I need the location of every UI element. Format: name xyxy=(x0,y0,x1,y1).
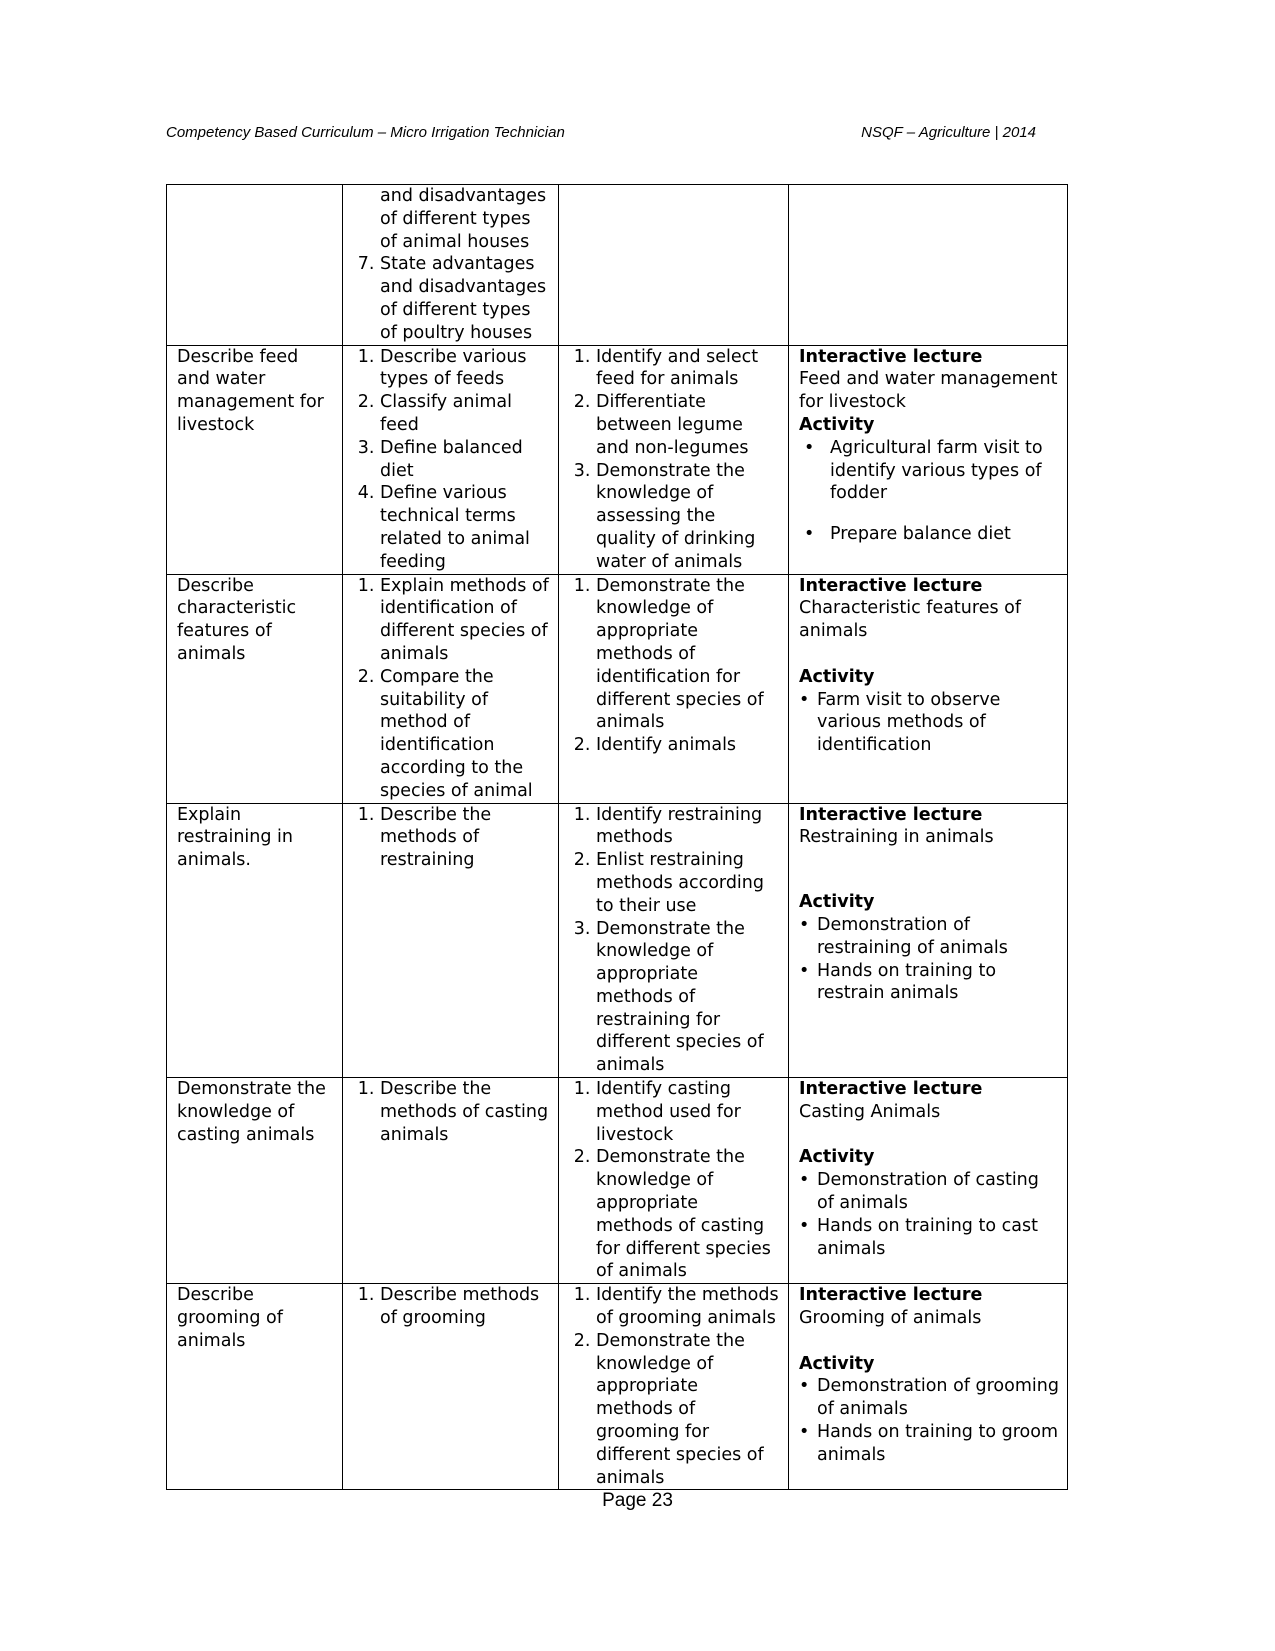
list-item: 1. Identify the methods of grooming animals xyxy=(596,1284,780,1330)
lecture-label: Interactive lecture xyxy=(799,575,983,596)
activity-item: • Demonstration of grooming of animals xyxy=(817,1375,1059,1421)
outcome-text: Describe grooming of animals xyxy=(177,1285,283,1351)
method-cell xyxy=(789,803,1068,1078)
list-item: 2. Enlist restraining methods according to their use xyxy=(596,849,780,917)
list-item: 1. Identify casting method used for livestock xyxy=(596,1078,780,1146)
table-row xyxy=(167,185,1068,346)
list-item-continuation: and disadvantages of different types of animal houses xyxy=(380,186,547,252)
list-item: 2. Demonstrate the knowledge of appropriate methods of grooming for different species of animals xyxy=(596,1330,780,1490)
activity-item: • Farm visit to observe various methods of identification xyxy=(817,689,1059,757)
outcome-cell xyxy=(167,345,343,574)
activity-label: Activity xyxy=(799,892,875,913)
activity-item: • Prepare balance diet xyxy=(830,523,1059,546)
table-row xyxy=(167,1284,1068,1490)
method-cell xyxy=(789,1078,1068,1284)
list-item: 1. Explain methods of identification of different species of animals xyxy=(380,575,550,666)
list-item: 1. Describe the methods of restraining xyxy=(380,804,550,872)
activity-label: Activity xyxy=(799,1147,875,1168)
activity-item: • Hands on training to groom animals xyxy=(817,1421,1059,1467)
outcome-cell xyxy=(167,803,343,1078)
theory-cell xyxy=(343,574,559,803)
lecture-topic: Casting Animals xyxy=(799,1101,941,1122)
method-cell xyxy=(789,574,1068,803)
table-row xyxy=(167,1078,1068,1284)
lecture-topic: Grooming of animals xyxy=(799,1308,982,1329)
lecture-label: Interactive lecture xyxy=(799,1079,983,1100)
lecture-label: Interactive lecture xyxy=(799,804,983,825)
list-item: 4. Define various technical terms related to animal feeding xyxy=(380,482,550,573)
activity-item: • Hands on training to cast animals xyxy=(817,1215,1059,1261)
activity-label: Activity xyxy=(799,1353,875,1374)
list-item: 2. Classify animal feed xyxy=(380,391,550,437)
lecture-label: Interactive lecture xyxy=(799,346,983,367)
activity-item: • Agricultural farm visit to identify various types of fodder xyxy=(830,437,1059,505)
theory-cell xyxy=(343,1284,559,1490)
header-right-title: NSQF – Agriculture | 2014 xyxy=(861,124,1036,141)
outcome-cell xyxy=(167,1078,343,1284)
theory-cell xyxy=(343,185,559,346)
list-item: 1. Describe the methods of casting animals xyxy=(380,1078,550,1146)
lecture-label: Interactive lecture xyxy=(799,1285,983,1306)
list-item: 2. Compare the suitability of method of identification according to the species of animal xyxy=(380,666,550,803)
list-item: 2. Differentiate between legume and non-legumes xyxy=(596,391,780,459)
header-left-title: Competency Based Curriculum – Micro Irrigation Technician xyxy=(166,124,565,141)
theory-cell xyxy=(343,1078,559,1284)
list-item: 1. Demonstrate the knowledge of appropriate methods of identification for different species of animals xyxy=(596,575,780,735)
outcome-text: Demonstrate the knowledge of casting animals xyxy=(177,1079,326,1145)
page-number: Page 23 xyxy=(602,1490,673,1511)
activity-item: • Hands on training to restrain animals xyxy=(817,960,1059,1006)
theory-cell xyxy=(343,345,559,574)
list-item: 3. Define balanced diet xyxy=(380,437,550,483)
curriculum-table xyxy=(166,184,1068,1490)
list-item: 7. State advantages and disadvantages of different types of poultry houses xyxy=(380,253,550,344)
practical-cell xyxy=(559,345,789,574)
activity-item: • Demonstration of casting of animals xyxy=(817,1169,1059,1215)
list-item: 2. Identify animals xyxy=(596,734,780,757)
table-row xyxy=(167,803,1068,1078)
outcome-cell xyxy=(167,185,343,346)
practical-cell xyxy=(559,1284,789,1490)
outcome-text: Describe feed and water management for livestock xyxy=(177,346,324,435)
practical-cell xyxy=(559,185,789,346)
activity-label: Activity xyxy=(799,666,875,687)
practical-cell xyxy=(559,574,789,803)
list-item: 1. Describe methods of grooming xyxy=(380,1284,550,1330)
activity-label: Activity xyxy=(799,414,875,435)
list-item: 1. Describe various types of feeds xyxy=(380,346,550,392)
lecture-topic: Characteristic features of animals xyxy=(799,598,1022,642)
lecture-topic: Feed and water management for livestock xyxy=(799,369,1058,413)
table-row xyxy=(167,345,1068,574)
outcome-text: Describe characteristic features of animals xyxy=(177,575,297,664)
list-item: 2. Demonstrate the knowledge of appropriate methods of casting for different species of animals xyxy=(596,1146,780,1283)
outcome-cell xyxy=(167,1284,343,1490)
activity-item: • Demonstration of restraining of animals xyxy=(817,914,1059,960)
theory-cell xyxy=(343,803,559,1078)
list-item: 1. Identify and select feed for animals xyxy=(596,346,780,392)
practical-cell xyxy=(559,1078,789,1284)
lecture-topic: Restraining in animals xyxy=(799,827,994,848)
method-cell xyxy=(789,345,1068,574)
table-row xyxy=(167,574,1068,803)
method-cell xyxy=(789,185,1068,346)
practical-cell xyxy=(559,803,789,1078)
list-item: 3. Demonstrate the knowledge of appropriate methods of restraining for different species of animals xyxy=(596,918,780,1078)
outcome-text: Explain restraining in animals. xyxy=(177,804,294,871)
list-item: 3. Demonstrate the knowledge of assessing the quality of drinking water of animals xyxy=(596,460,780,574)
list-item: 1. Identify restraining methods xyxy=(596,804,780,850)
outcome-cell xyxy=(167,574,343,803)
method-cell xyxy=(789,1284,1068,1490)
